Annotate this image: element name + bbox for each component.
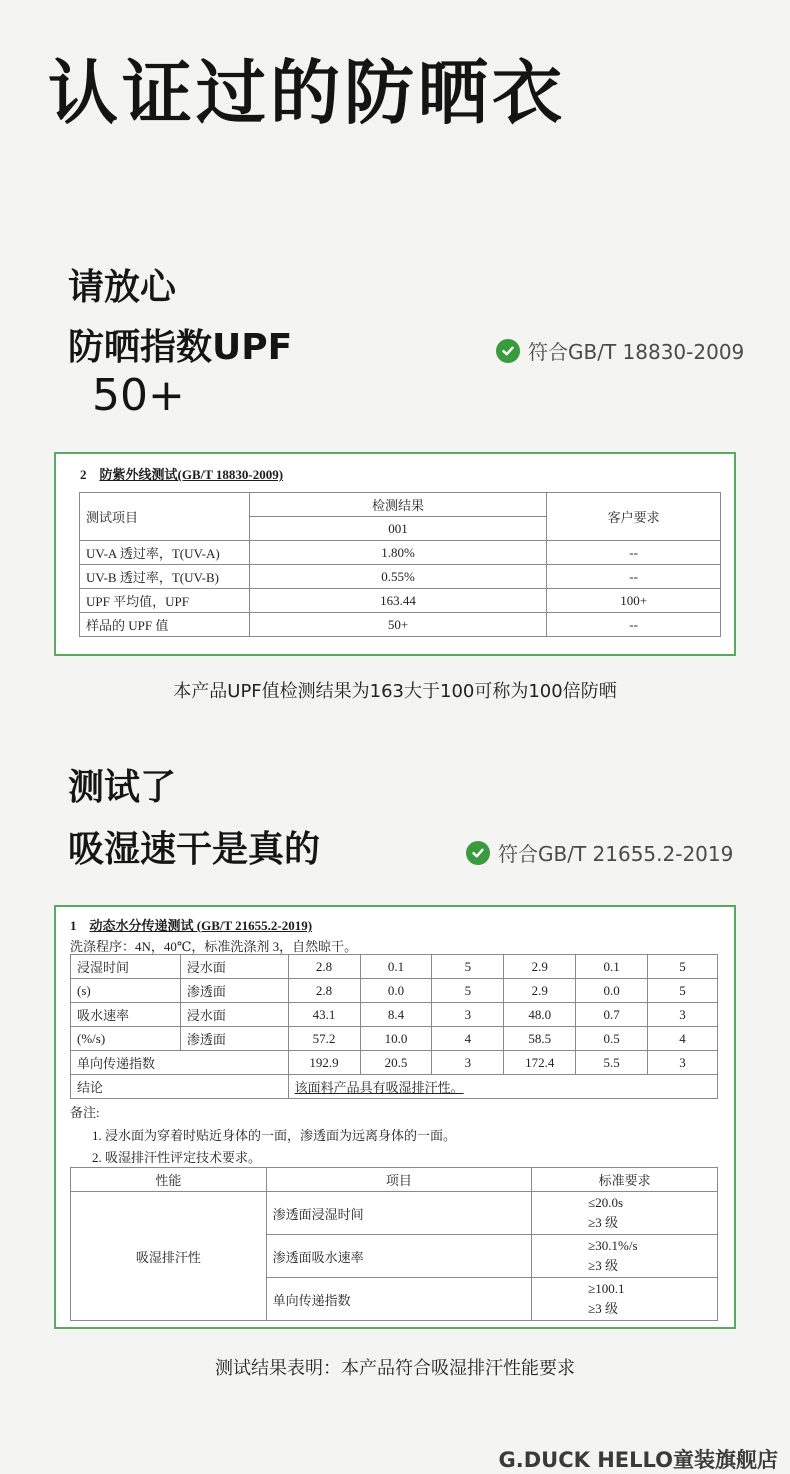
req-performance: 吸湿排汗性: [71, 1192, 267, 1321]
table-row: UV-B 透过率，T(UV-B) 0.55% --: [80, 565, 721, 589]
table-row: 吸水速率 浸水面 43.1 8.4 3 48.0 0.7 3: [71, 1003, 718, 1027]
check-circle-icon: [466, 841, 490, 865]
table-row: 结论 该面料产品具有吸湿排汗性。: [71, 1075, 718, 1099]
sun-lead: 请放心: [68, 267, 177, 308]
uv-col-sample: 001: [249, 517, 547, 541]
table-row: (%/s) 渗透面 57.2 10.0 4 58.5 0.5 4: [71, 1027, 718, 1051]
wick-lead: 测试了: [68, 767, 177, 808]
req-col-std: 标准要求: [532, 1168, 718, 1192]
table-row: 样品的 UPF 值 50+ --: [80, 613, 721, 637]
store-name: G.DUCK HELLO童装旗舰店: [498, 1448, 778, 1472]
sun-standard-badge: [496, 336, 744, 365]
wick-title: 吸湿速干是真的: [68, 829, 321, 870]
wick-report-card: [54, 905, 736, 1329]
wick-procedure: 洗涤程序：4N，40℃，标准洗涤剂 3，自然晾干。: [70, 939, 358, 954]
table-row: 吸湿排汗性 渗透面浸湿时间 ≤20.0s ≥3 级: [71, 1192, 718, 1235]
sun-standard-text: 符合GB/T 18830-2009: [528, 340, 745, 364]
table-row: (s) 渗透面 2.8 0.0 5 2.9 0.0 5: [71, 979, 718, 1003]
wick-report-heading: 1 动态水分传递测试 (GB/T 21655.2-2019): [70, 918, 313, 933]
note-2: 2. 吸湿排汗性评定技术要求。: [92, 1150, 262, 1165]
uv-report-table: [79, 492, 721, 637]
uv-report-heading: 2 防紫外线测试(GB/T 18830-2009): [80, 467, 284, 482]
req-col-perf: 性能: [71, 1168, 267, 1192]
table-row: 单向传递指数 192.9 20.5 3 172.4 5.5 3: [71, 1051, 718, 1075]
uv-col-result: 检测结果: [249, 493, 547, 517]
uv-report-card: [54, 452, 736, 656]
note-1: 1. 浸水面为穿着时贴近身体的一面，渗透面为远离身体的一面。: [92, 1128, 457, 1143]
uv-col-item: 测试项目: [80, 493, 250, 541]
sun-caption: 本产品UPF值检测结果为163大于100可称为100倍防晒: [173, 681, 617, 702]
wick-caption: 测试结果表明：本产品符合吸湿排汗性能要求: [215, 1358, 575, 1379]
check-circle-icon: [496, 339, 520, 363]
table-row: 单向传递指数 ≥100.1 ≥3 级: [71, 1278, 718, 1321]
req-col-item: 项目: [266, 1168, 532, 1192]
table-row: UV-A 透过率，T(UV-A) 1.80% --: [80, 541, 721, 565]
table-row: 浸湿时间 浸水面 2.8 0.1 5 2.9 0.1 5: [71, 955, 718, 979]
table-row: UPF 平均值，UPF 163.44 100+: [80, 589, 721, 613]
uv-col-req: 客户要求: [547, 493, 721, 541]
sun-title: 防晒指数UPF: [68, 327, 293, 368]
table-row: 渗透面吸水速率 ≥30.1%/s ≥3 级: [71, 1235, 718, 1278]
upf-value: 50+: [92, 370, 185, 421]
wick-report-table: [70, 954, 718, 1099]
page-title: 认证过的防晒衣: [48, 52, 566, 134]
requirements-table: [70, 1167, 718, 1321]
notes-label: 备注:: [70, 1105, 100, 1120]
wick-standard-text: 符合GB/T 21655.2-2019: [498, 842, 734, 866]
conclusion-text: 该面料产品具有吸湿排汗性。: [294, 1080, 464, 1095]
wick-standard-badge: [466, 838, 733, 867]
